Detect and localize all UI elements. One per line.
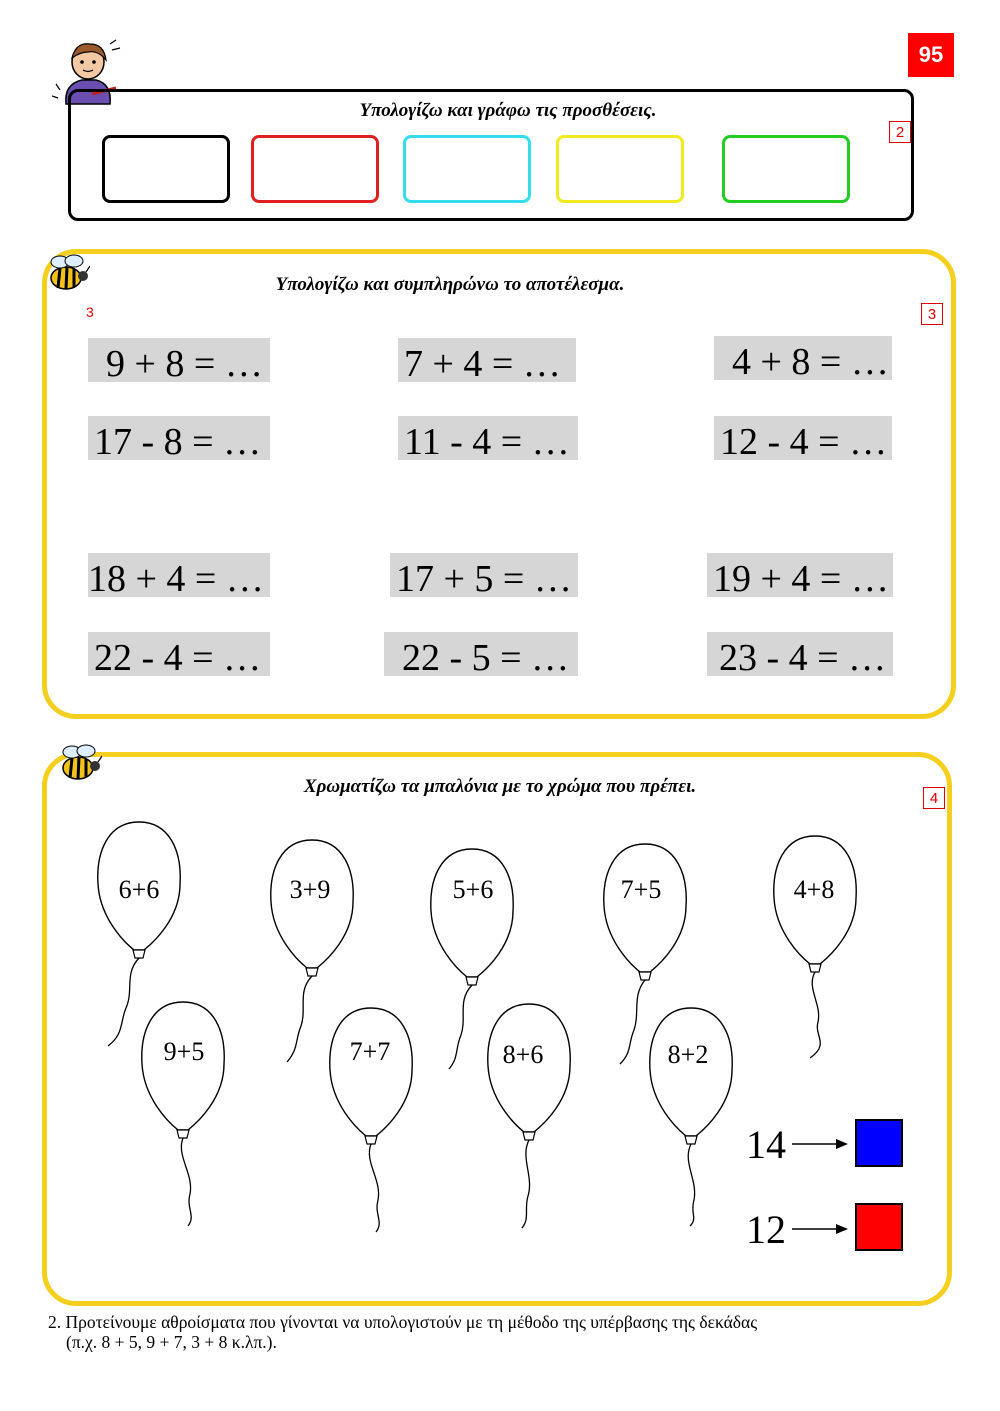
equation-5[interactable]: 11 - 4 = …	[398, 416, 578, 460]
equation-8[interactable]: 17 + 5 = …	[390, 553, 578, 597]
equation-3[interactable]: 4 + 8 = …	[714, 336, 892, 380]
footnote-line-2: (π.χ. 8 + 5, 9 + 7, 3 + 8 κ.λπ.).	[66, 1332, 277, 1352]
page-number: 95	[908, 33, 954, 77]
balloon-6-label: 9+5	[163, 1037, 205, 1066]
balloon-6[interactable]	[138, 998, 228, 1230]
arrow-right-icon	[790, 1219, 852, 1239]
balloon-8[interactable]	[484, 1000, 574, 1232]
arrow-right-icon	[790, 1134, 852, 1154]
equation-2[interactable]: 7 + 4 = …	[398, 338, 576, 382]
section1-instruction: Υπολογίζω και γράφω τις προσθέσεις.	[359, 100, 657, 121]
answer-box-black[interactable]	[102, 135, 230, 203]
balloon-7-label: 7+7	[349, 1037, 391, 1066]
section2-side-marker: 3	[86, 304, 94, 320]
answer-box-green[interactable]	[722, 135, 850, 203]
balloon-5-label: 4+8	[793, 875, 835, 904]
answer-box-red[interactable]	[251, 135, 379, 203]
equation-11[interactable]: 22 - 5 = …	[384, 632, 578, 676]
answer-box-cyan[interactable]	[403, 135, 531, 203]
equation-12[interactable]: 23 - 4 = …	[707, 632, 893, 676]
legend-swatch-red	[855, 1203, 903, 1251]
footnote-line-1: 2. Προτείνουμε αθροίσματα που γίνονται να υπολογιστούν με τη μέθοδο της υπέρβασης της δεκάδας	[48, 1312, 758, 1332]
equation-6[interactable]: 12 - 4 = …	[714, 416, 892, 460]
balloon-8-label: 8+6	[502, 1040, 544, 1069]
balloon-3-label: 5+6	[452, 875, 494, 904]
answer-box-yellow[interactable]	[556, 135, 684, 203]
section2-instruction: Υπολογίζω και συμπληρώνω το αποτέλεσμα.	[275, 274, 625, 295]
balloon-9[interactable]	[646, 1004, 736, 1236]
equation-9[interactable]: 19 + 4 = …	[707, 553, 893, 597]
section3-marker: 4	[923, 787, 945, 809]
legend-swatch-blue	[855, 1119, 903, 1167]
balloon-4-label: 7+5	[620, 875, 662, 904]
section3-instruction: Χρωματίζω τα μπαλόνια με το χρώμα που πρέπει.	[303, 776, 697, 797]
footnote	[48, 1312, 948, 1352]
legend-value-12: 12	[746, 1207, 786, 1252]
section1-marker: 2	[889, 121, 911, 143]
legend-value-14: 14	[746, 1122, 786, 1167]
section2-marker: 3	[921, 303, 943, 325]
equation-1[interactable]: 9 + 8 = …	[88, 338, 270, 382]
balloon-1-label: 6+6	[118, 875, 160, 904]
balloon-9-label: 8+2	[667, 1040, 709, 1069]
equation-10[interactable]: 22 - 4 = …	[88, 632, 270, 676]
equation-4[interactable]: 17 - 8 = …	[88, 416, 270, 460]
equation-7[interactable]: 18 + 4 = …	[88, 553, 270, 597]
balloon-2-label: 3+9	[289, 875, 331, 904]
balloon-5[interactable]	[770, 832, 860, 1064]
